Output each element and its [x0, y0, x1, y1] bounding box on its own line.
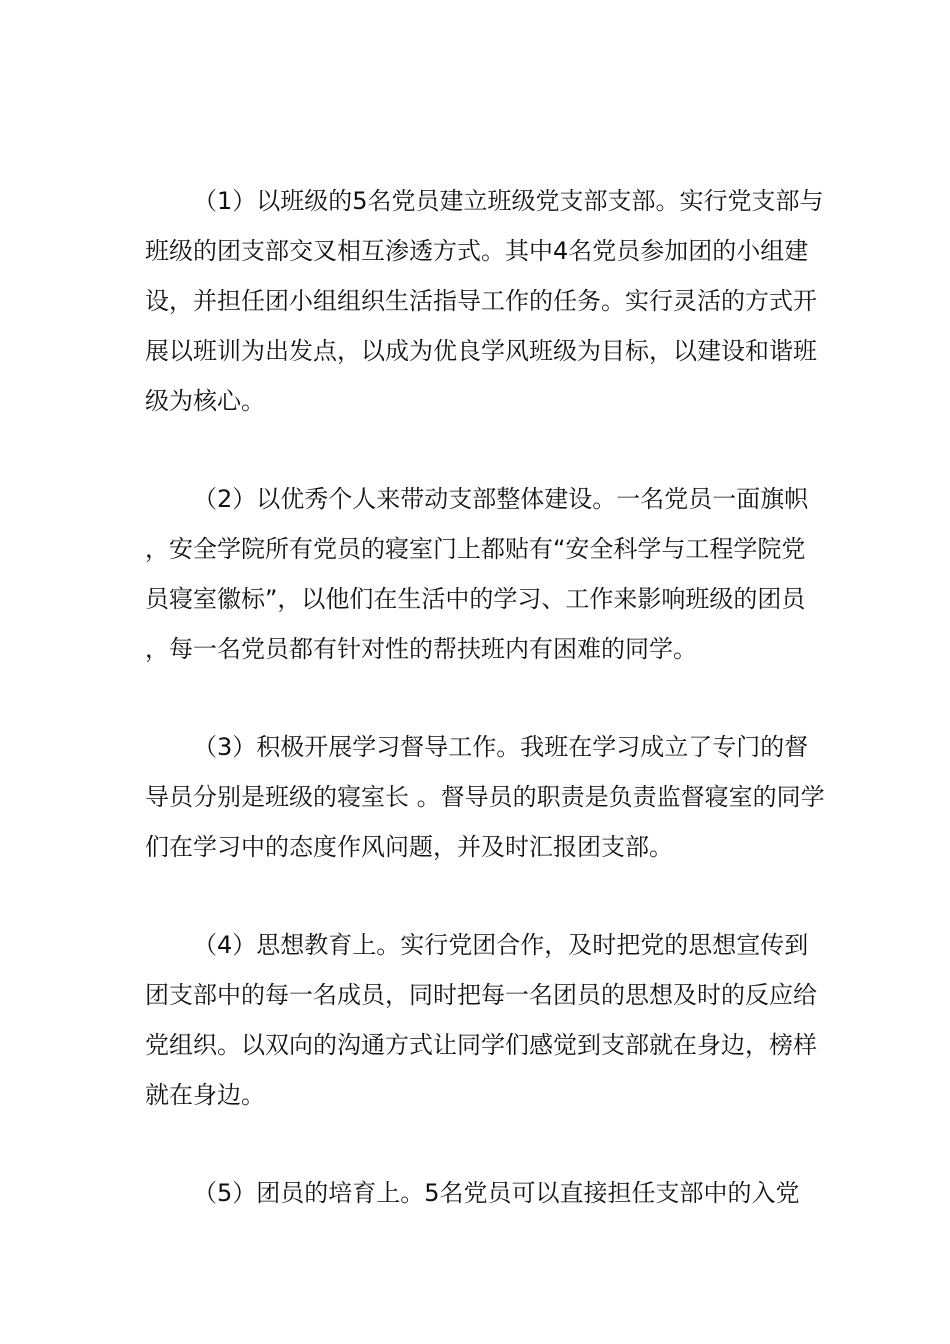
paragraph-3: （3）积极开展学习督导工作。我班在学习成立了专门的督导员分别是班级的寝室长 。督导员的职责是负责监督寝室的同学们在学习中的态度作风问题，并及时汇报团支部。: [145, 733, 825, 861]
paragraph-5: （5）团员的培育上。5名党员可以直接担任支部中的入党: [193, 1179, 800, 1207]
paragraph-spacer: [145, 1120, 825, 1168]
paragraph-4: （4）思想教育上。实行党团合作，及时把党的思想宣传到团支部中的每一名成员，同时把每一名团员的思想及时的反应给党组织。以双向的沟通方式让同学们感觉到支部就在身边，榜样就在身边。: [145, 931, 817, 1109]
paragraph-spacer: [145, 674, 825, 722]
paragraph-spacer: [145, 426, 825, 474]
paragraph-1: （1）以班级的5名党员建立班级党支部支部。实行党支部与班级的团支部交叉相互渗透方式。其中4名党员参加团的小组建设，并担任团小组组织生活指导工作的任务。实行灵活的方式开展以班训为出发点，以成为优良学风班级为目标，以建设和谐班级为核心。: [145, 187, 824, 415]
document-body: [145, 176, 825, 1218]
paragraph-2: （2）以优秀个人来带动支部整体建设。一名党员一面旗帜，安全学院所有党员的寝室门上都贴有“安全科学与工程学院党员寝室徽标”，以他们在生活中的学习、工作来影响班级的团员，每一名党员都有针对性的帮扶班内有困难的同学。: [145, 485, 809, 663]
paragraph-spacer: [145, 872, 825, 920]
